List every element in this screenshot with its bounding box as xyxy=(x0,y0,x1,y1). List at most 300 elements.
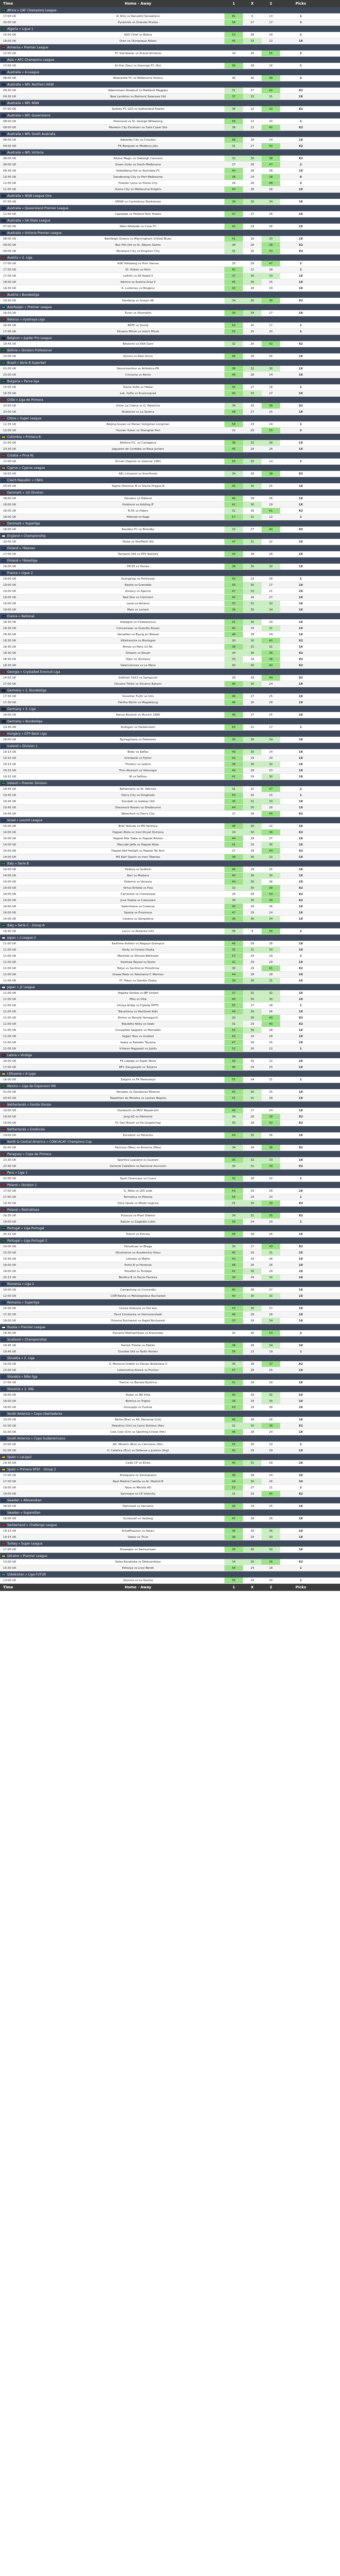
league-name[interactable]: Bolivia » Division Profesional xyxy=(7,348,52,352)
match-teams[interactable]: Nublense vs La Serena xyxy=(122,411,154,414)
match-teams[interactable]: Bistrica vs Triglav xyxy=(125,1400,151,1403)
league-header[interactable] xyxy=(0,1355,340,1361)
league-name[interactable]: Denmark » Superliga xyxy=(7,521,40,526)
match-row[interactable] xyxy=(0,1176,340,1182)
match-row[interactable] xyxy=(0,168,340,174)
match-teams[interactable]: West Adelaide vs Cove FC xyxy=(119,225,157,228)
match-row[interactable] xyxy=(0,248,340,255)
match-teams[interactable]: Stuttgart vs Heidenheim xyxy=(120,726,156,729)
match-row[interactable] xyxy=(0,601,340,607)
match-row[interactable] xyxy=(0,310,340,316)
match-teams[interactable]: Consadole Sapporo vs Montedio xyxy=(115,1029,161,1032)
match-row[interactable] xyxy=(0,1349,340,1355)
match-row[interactable] xyxy=(0,366,340,372)
league-name[interactable]: Australia » Victoria Premier League xyxy=(7,231,62,235)
match-row[interactable] xyxy=(0,261,340,267)
match-teams[interactable]: Turan vs Shamakhi xyxy=(124,312,152,315)
match-teams[interactable]: B.93 vs Hobro xyxy=(128,510,148,513)
match-teams[interactable]: Heidelberg Utd vs Avondale FC xyxy=(116,170,160,173)
match-row[interactable] xyxy=(0,13,340,20)
match-row[interactable] xyxy=(0,1423,340,1429)
match-row[interactable] xyxy=(0,885,340,891)
match-row[interactable] xyxy=(0,928,340,935)
league-name[interactable]: Australia » NSW League One xyxy=(7,194,52,198)
match-teams[interactable]: Cesena vs Sampdoria xyxy=(122,918,154,921)
league-header[interactable] xyxy=(0,81,340,88)
match-teams[interactable]: Penafiel vs Tondela xyxy=(124,1270,152,1273)
match-teams[interactable]: Estoril vs Estrela xyxy=(126,1233,150,1236)
match-teams[interactable]: Sanroque vs CE Intercity xyxy=(120,1493,156,1496)
match-row[interactable] xyxy=(0,118,340,125)
match-teams[interactable]: Hartberg vs Grazer AK xyxy=(122,299,154,302)
match-teams[interactable]: General Caballero vs Nacional Asuncion xyxy=(109,1165,167,1168)
match-row[interactable] xyxy=(0,1287,340,1293)
match-teams[interactable]: AEL Limassol vs Anorthosis xyxy=(119,472,157,476)
match-teams[interactable]: Leixoes vs Mafra xyxy=(126,1258,150,1261)
league-header[interactable] xyxy=(0,1510,340,1516)
match-teams[interactable]: CSM Resita vs Metaloglobus Bucharest xyxy=(110,1295,166,1298)
match-teams[interactable]: Salernitana vs Cosenza xyxy=(121,905,155,908)
league-name[interactable]: Colombia » Primera B xyxy=(7,435,41,439)
league-name[interactable]: Australia » Queensland Premier League xyxy=(7,206,69,210)
match-teams[interactable]: Bahia (Bra) vs Atl. Nacional (Col) xyxy=(115,1418,161,1421)
match-row[interactable] xyxy=(0,1534,340,1540)
league-name[interactable]: Belgium » Jupiler Pro League xyxy=(7,336,52,340)
league-header[interactable] xyxy=(0,817,340,823)
match-row[interactable] xyxy=(0,625,340,632)
match-teams[interactable]: Rakow vs Zaglebie Lubin xyxy=(120,1221,156,1224)
match-row[interactable] xyxy=(0,236,340,242)
league-name[interactable]: England » Championship xyxy=(7,534,46,538)
league-header[interactable] xyxy=(0,1336,340,1343)
match-teams[interactable]: Orleans vs Rouen xyxy=(125,652,151,655)
match-row[interactable] xyxy=(0,1089,340,1095)
match-row[interactable] xyxy=(0,996,340,1003)
match-row[interactable] xyxy=(0,749,340,755)
match-teams[interactable]: Sportivo Luqueno vs Guarani xyxy=(117,1159,159,1162)
match-row[interactable] xyxy=(0,1578,340,1584)
league-name[interactable]: Denmark » 1st Division xyxy=(7,490,44,495)
match-row[interactable] xyxy=(0,1095,340,1101)
league-header[interactable] xyxy=(0,335,340,341)
match-row[interactable] xyxy=(0,799,340,805)
match-teams[interactable]: Virtus Entella vs Pisa xyxy=(123,887,153,890)
league-name[interactable]: Japan » J League 2 xyxy=(7,936,36,940)
league-header[interactable] xyxy=(0,780,340,786)
match-teams[interactable]: Tampere Utd vs KPV Kokkola xyxy=(118,553,158,556)
league-name[interactable]: South America » Copa Libertadores xyxy=(7,1412,62,1416)
league-name[interactable]: Slovenia » 2. SNL xyxy=(7,1387,35,1391)
match-teams[interactable]: Hertha Berlin vs Magdeburg xyxy=(118,701,158,704)
match-teams[interactable]: U. Catolica (Ecu) vs Defensa y Justicia (Arg) xyxy=(107,1449,169,1452)
match-row[interactable] xyxy=(0,75,340,81)
match-row[interactable] xyxy=(0,1256,340,1262)
match-teams[interactable]: Hansa Rostock vs Munich 1860 xyxy=(116,714,160,717)
league-name[interactable]: Germany » 3. Liga xyxy=(7,707,36,711)
match-teams[interactable]: Farul Constanta vs Hermannstadt xyxy=(114,1313,162,1316)
match-row[interactable] xyxy=(0,1485,340,1491)
match-teams[interactable]: Campulung vs Concordia xyxy=(120,1289,156,1292)
match-teams[interactable]: Blaublitz Akita vs Iwaki xyxy=(121,1023,155,1026)
match-row[interactable] xyxy=(0,1213,340,1219)
match-teams[interactable]: Derry City vs Drogheda xyxy=(121,794,155,797)
match-row[interactable] xyxy=(0,279,340,285)
match-row[interactable] xyxy=(0,823,340,829)
league-name[interactable]: Lithuania » A Lyga xyxy=(7,1072,36,1076)
match-row[interactable] xyxy=(0,1398,340,1404)
match-row[interactable] xyxy=(0,595,340,601)
match-row[interactable] xyxy=(0,916,340,922)
league-name[interactable]: Romania » Liga 2 xyxy=(7,1282,34,1286)
match-row[interactable] xyxy=(0,1132,340,1139)
match-row[interactable] xyxy=(0,972,340,978)
match-teams[interactable]: Dinamo Bucharest vs Rapid Bucharest xyxy=(110,1319,166,1323)
match-teams[interactable]: Polissya vs Livyi Bereh xyxy=(122,1567,154,1570)
league-header[interactable] xyxy=(0,1083,340,1089)
match-teams[interactable]: Al Ittai (Sau) vs Dasongo FC (Eo) xyxy=(115,64,161,67)
match-row[interactable] xyxy=(0,1460,340,1466)
match-row[interactable] xyxy=(0,137,340,143)
match-teams[interactable]: Aubagne vs Chateauroux xyxy=(120,621,156,624)
match-row[interactable] xyxy=(0,440,340,446)
match-row[interactable] xyxy=(0,700,340,706)
match-teams[interactable]: Moreton City Excelsior vs Gold Coast Utd xyxy=(109,126,167,129)
league-header[interactable] xyxy=(0,1466,340,1472)
league-header[interactable] xyxy=(0,304,340,310)
league-name[interactable]: Australia » NPL South Australia xyxy=(7,132,56,136)
match-teams[interactable]: Famalicao vs Braga xyxy=(124,1245,152,1248)
match-row[interactable] xyxy=(0,965,340,972)
match-teams[interactable]: Greuther Furth vs Ulm xyxy=(122,695,154,698)
match-teams[interactable]: Bohemians vs St. Patricks xyxy=(120,788,156,791)
match-teams[interactable]: Palestino (Chi) vs Cerro Porteno (Par) xyxy=(111,1425,165,1428)
match-row[interactable] xyxy=(0,755,340,761)
league-header[interactable] xyxy=(0,706,340,712)
league-name[interactable]: Asia » AFC Champions League xyxy=(7,58,55,62)
match-teams[interactable]: Zalgiris vs FK Panevezys xyxy=(120,1078,156,1081)
league-header[interactable] xyxy=(0,112,340,118)
match-teams[interactable]: Adamstown Rosebud vs Maitland Magpies xyxy=(108,89,168,92)
match-teams[interactable]: Excelsior vs Heracles xyxy=(123,1134,153,1137)
league-header[interactable] xyxy=(0,1052,340,1058)
league-name[interactable]: Ireland » Premier Division xyxy=(7,781,47,785)
league-header[interactable] xyxy=(0,7,340,13)
match-teams[interactable]: Iwata vs Kataller Toyama xyxy=(120,1041,156,1044)
league-name[interactable]: Croatia » Prva HL xyxy=(7,453,35,457)
league-header[interactable] xyxy=(0,465,340,471)
match-teams[interactable]: Preston Lions vs Hume City xyxy=(118,182,158,185)
league-name[interactable]: Sweden » Superettan xyxy=(7,1511,41,1515)
league-header[interactable] xyxy=(0,935,340,941)
match-teams[interactable]: Jaguares de Cordoba vs Boca Juniors xyxy=(112,448,164,451)
match-teams[interactable]: Partick Thistle vs Falkirk xyxy=(121,1344,155,1347)
match-row[interactable] xyxy=(0,1275,340,1281)
match-row[interactable] xyxy=(0,774,340,780)
match-row[interactable] xyxy=(0,50,340,57)
match-teams[interactable]: Cadiz CF vs Elche xyxy=(125,1462,151,1465)
match-row[interactable] xyxy=(0,1448,340,1454)
match-teams[interactable]: Hapoel Afula vs Ironi Kiryat Shmona xyxy=(112,831,164,834)
match-teams[interactable]: Admira vs Austria Graz II xyxy=(120,281,156,284)
match-row[interactable] xyxy=(0,712,340,718)
match-teams[interactable]: Sagan Tosu vs Imabari xyxy=(122,1035,154,1038)
match-teams[interactable]: Altona Magic vs Oakleigh Cannons xyxy=(113,157,163,160)
match-row[interactable] xyxy=(0,644,340,650)
match-teams[interactable]: Red Star vs Clermont xyxy=(123,596,153,599)
match-teams[interactable]: Waterford vs Derry City xyxy=(121,812,155,816)
match-teams[interactable]: Rudar vs NK Krka xyxy=(125,1394,151,1397)
match-teams[interactable]: Carrarese vs Cremonese xyxy=(120,893,156,896)
league-header[interactable] xyxy=(0,520,340,527)
match-teams[interactable]: Lecco vs Atalanta U23 xyxy=(122,930,154,933)
match-row[interactable] xyxy=(0,1503,340,1510)
league-name[interactable]: France » National xyxy=(7,614,35,618)
match-teams[interactable]: Palermo vs Venezia xyxy=(124,880,152,884)
match-row[interactable] xyxy=(0,156,340,162)
league-name[interactable]: France » Ligue 2 xyxy=(7,571,33,575)
match-teams[interactable]: Puszcza vs Piast Gliwice xyxy=(121,1214,155,1217)
match-row[interactable] xyxy=(0,897,340,904)
match-row[interactable] xyxy=(0,867,340,873)
match-teams[interactable]: Antequera vs Sanluqueno xyxy=(120,1474,156,1477)
league-header[interactable] xyxy=(0,452,340,459)
league-header[interactable] xyxy=(0,1386,340,1392)
match-row[interactable] xyxy=(0,428,340,434)
match-teams[interactable]: Zamina vs Lo Qiosha xyxy=(123,1579,153,1582)
league-name[interactable]: Germany » 2. Bundesliga xyxy=(7,688,46,692)
match-row[interactable] xyxy=(0,1015,340,1021)
match-teams[interactable]: Bisky vs Keflav xyxy=(127,751,149,754)
league-name[interactable]: Finland » Ykkosliiga xyxy=(7,558,38,563)
match-row[interactable] xyxy=(0,1565,340,1571)
match-teams[interactable]: Hume City vs Melbourne Knights xyxy=(115,188,161,191)
match-teams[interactable]: Dandenong City vs Port Melbourne xyxy=(113,176,163,179)
match-teams[interactable]: Novorizontino vs Athletico-PR xyxy=(117,367,159,370)
match-teams[interactable]: Sundsvall vs Varberg xyxy=(123,1517,153,1520)
match-row[interactable] xyxy=(0,959,340,965)
league-header[interactable] xyxy=(0,1101,340,1108)
match-row[interactable] xyxy=(0,1003,340,1009)
match-row[interactable] xyxy=(0,607,340,613)
match-teams[interactable]: Schaffhausen vs Aarau xyxy=(121,1530,155,1533)
match-row[interactable] xyxy=(0,1429,340,1435)
match-row[interactable] xyxy=(0,693,340,700)
league-name[interactable]: Africa » CAF Champions League xyxy=(7,8,57,12)
match-row[interactable] xyxy=(0,990,340,996)
match-teams[interactable]: Kolkheti 1913 vs Samgurali xyxy=(118,676,158,680)
league-header[interactable] xyxy=(0,205,340,211)
league-name[interactable]: Belarus » Vysshaya Liga xyxy=(7,317,45,321)
league-header[interactable] xyxy=(0,557,340,564)
match-teams[interactable]: UNSW vs Canterbury Bankstown xyxy=(115,200,161,204)
league-name[interactable]: Azerbaijan » Premier League xyxy=(7,305,52,309)
league-name[interactable]: Portugal » Liga Portugal 2 xyxy=(7,1239,47,1243)
match-row[interactable] xyxy=(0,1262,340,1268)
match-row[interactable] xyxy=(0,1559,340,1565)
league-name[interactable]: Chile » Liga de Primera xyxy=(7,398,43,402)
match-row[interactable] xyxy=(0,638,340,644)
match-teams[interactable]: Urawa Reds vs Yokohama F. Marinos xyxy=(112,973,164,976)
match-row[interactable] xyxy=(0,384,340,391)
match-teams[interactable]: Lok. Sofia vs Krumovgrad xyxy=(120,392,156,395)
match-row[interactable] xyxy=(0,873,340,879)
league-header[interactable] xyxy=(0,149,340,156)
league-name[interactable]: Australia » A-League xyxy=(7,70,40,74)
match-row[interactable] xyxy=(0,211,340,217)
match-row[interactable] xyxy=(0,786,340,792)
match-teams[interactable]: Z. Moravce-Vrable vs Slovan Bratislava II xyxy=(109,1363,167,1366)
match-row[interactable] xyxy=(0,576,340,582)
match-teams[interactable]: Benfica B vs Pacos Ferreira xyxy=(119,1276,157,1279)
league-header[interactable] xyxy=(0,1207,340,1213)
match-row[interactable] xyxy=(0,63,340,69)
match-teams[interactable]: Randers FC vs Brondby xyxy=(121,528,155,531)
match-teams[interactable]: Yunnan Yukun vs Shanghai Port xyxy=(116,429,160,432)
match-teams[interactable]: Guingamp vs Pontivyee xyxy=(121,578,155,581)
match-teams[interactable]: Nimes vs Paris 13 Atl. xyxy=(122,646,154,649)
match-teams[interactable]: Union La Calera vs D. Palestino xyxy=(116,404,160,408)
match-teams[interactable]: FC Den Bosch vs De Graafschap xyxy=(115,1122,161,1125)
league-name[interactable]: Brazil » Serie B Superbet xyxy=(7,361,46,365)
league-name[interactable]: Poland » Division 1 xyxy=(7,1183,37,1187)
league-name[interactable]: Netherlands » Eredivisie xyxy=(7,1127,45,1131)
league-name[interactable]: Uzbekistan » Liga FUTUR xyxy=(7,1572,46,1577)
match-teams[interactable]: Capalaba vs Holland Park Hawks xyxy=(115,213,161,216)
league-header[interactable] xyxy=(0,669,340,675)
league-name[interactable]: North & Central America » CONCACAF Champions Cup xyxy=(7,1140,92,1144)
match-row[interactable] xyxy=(0,1009,340,1015)
league-header[interactable] xyxy=(0,1522,340,1528)
match-teams[interactable]: BATE vs Slutsk xyxy=(127,324,149,327)
match-row[interactable] xyxy=(0,1021,340,1027)
league-name[interactable]: Slovakia » Nike liga xyxy=(7,1375,38,1379)
league-header[interactable] xyxy=(0,1374,340,1380)
league-name[interactable]: Japan » J2 League xyxy=(7,985,35,989)
match-teams[interactable]: Atletico F.C. vs Cartagena xyxy=(120,442,156,445)
match-row[interactable] xyxy=(0,1114,340,1120)
match-row[interactable] xyxy=(0,1547,340,1553)
league-name[interactable]: Italy » Serie C - Group A xyxy=(7,923,45,927)
match-row[interactable] xyxy=(0,1479,340,1485)
match-row[interactable] xyxy=(0,483,340,489)
match-teams[interactable]: Dinamo Tbilisi vs Dinamo Batumi xyxy=(114,683,162,686)
match-teams[interactable]: St. Polten vs Horn xyxy=(125,268,151,272)
league-header[interactable] xyxy=(0,731,340,737)
match-teams[interactable]: Machida vs Shonan Bellmare xyxy=(117,955,159,958)
match-teams[interactable]: MS Kafr Qasim vs Ironi Tiberias xyxy=(116,856,160,859)
match-row[interactable] xyxy=(0,1380,340,1386)
league-header[interactable] xyxy=(0,1238,340,1244)
match-teams[interactable]: Venados vs Zacatecas Mineros xyxy=(116,1091,160,1094)
match-teams[interactable]: Metz vs Lorient xyxy=(127,608,149,612)
match-teams[interactable]: Thor Akureyri vs Volsungur xyxy=(119,769,157,772)
match-teams[interactable]: Bari vs Modena xyxy=(127,874,149,877)
match-row[interactable] xyxy=(0,143,340,149)
match-row[interactable] xyxy=(0,1367,340,1374)
match-teams[interactable]: Bentleigh Greens vs Manningham United Blues xyxy=(104,238,172,241)
match-row[interactable] xyxy=(0,1027,340,1033)
league-header[interactable] xyxy=(0,1151,340,1157)
match-row[interactable] xyxy=(0,32,340,38)
match-teams[interactable]: Aurora vs Real Oruro xyxy=(123,355,153,358)
match-row[interactable] xyxy=(0,724,340,731)
league-header[interactable] xyxy=(0,1139,340,1145)
match-teams[interactable]: IR vs Selfoss xyxy=(129,775,147,778)
league-name[interactable]: Australia » NPL Northern NSW xyxy=(7,82,54,87)
league-header[interactable] xyxy=(0,378,340,384)
match-teams[interactable]: Lokomotiva Kosice vs Puchov xyxy=(117,1369,159,1372)
match-row[interactable] xyxy=(0,1268,340,1275)
match-teams[interactable]: Omiya Ardija vs Fujieda MYFC xyxy=(117,1004,159,1007)
match-row[interactable] xyxy=(0,1343,340,1349)
league-name[interactable]: Italy » Serie B xyxy=(7,861,29,866)
league-header[interactable] xyxy=(0,1126,340,1132)
league-header[interactable] xyxy=(0,570,340,576)
match-teams[interactable]: Green Gully vs South Melbourne xyxy=(115,163,161,166)
match-row[interactable] xyxy=(0,663,340,669)
match-row[interactable] xyxy=(0,471,340,477)
match-teams[interactable]: Shamrock Rovers vs Shelbourne xyxy=(115,806,161,809)
league-name[interactable]: Australia » NPL NSW xyxy=(7,101,39,105)
match-row[interactable] xyxy=(0,20,340,26)
match-row[interactable] xyxy=(0,496,340,502)
match-row[interactable] xyxy=(0,267,340,273)
match-teams[interactable]: Jong AZ vs Helmond xyxy=(123,1115,153,1118)
match-row[interactable] xyxy=(0,904,340,910)
league-header[interactable] xyxy=(0,131,340,137)
match-teams[interactable]: Grosuplje vs Fuzinar xyxy=(123,1406,153,1409)
league-header[interactable] xyxy=(0,489,340,496)
match-teams[interactable]: Porto B vs Feirense xyxy=(124,1264,152,1267)
league-header[interactable] xyxy=(0,1281,340,1287)
league-name[interactable]: China » Super League xyxy=(7,416,42,420)
league-header[interactable] xyxy=(0,1497,340,1503)
match-row[interactable] xyxy=(0,1392,340,1398)
match-row[interactable] xyxy=(0,829,340,836)
league-name[interactable]: Cyprus » Cyprus League xyxy=(7,466,45,470)
match-teams[interactable]: Al Ahly vs Ranvelld Sensations xyxy=(116,15,160,18)
league-header[interactable] xyxy=(0,687,340,693)
league-header[interactable] xyxy=(0,316,340,323)
match-row[interactable] xyxy=(0,947,340,953)
match-teams[interactable]: Dundee Utd vs Raith Rovers xyxy=(118,1350,158,1353)
match-teams[interactable]: Stoke vs Sheffield Utd xyxy=(122,540,154,544)
match-row[interactable] xyxy=(0,737,340,743)
match-row[interactable] xyxy=(0,187,340,193)
league-header[interactable] xyxy=(0,743,340,749)
league-name[interactable]: Russia » Premier League xyxy=(7,1325,45,1329)
league-header[interactable] xyxy=(0,1324,340,1330)
league-name[interactable]: Germany » Bundesliga xyxy=(7,719,43,723)
match-teams[interactable]: Trencin vs Banska Bystrica xyxy=(119,1381,157,1384)
match-row[interactable] xyxy=(0,329,340,335)
match-row[interactable] xyxy=(0,391,340,397)
league-name[interactable]: Scotland » Championship xyxy=(7,1337,47,1342)
match-row[interactable] xyxy=(0,588,340,595)
league-name[interactable]: Australia » NPL Victoria xyxy=(7,150,44,155)
match-row[interactable] xyxy=(0,582,340,588)
league-header[interactable] xyxy=(0,26,340,32)
match-row[interactable] xyxy=(0,353,340,360)
match-teams[interactable]: Slavia Sofia vs Hebar xyxy=(123,386,153,389)
match-row[interactable] xyxy=(0,1120,340,1126)
match-row[interactable] xyxy=(0,681,340,687)
league-name[interactable]: Latvia » Virsliga xyxy=(7,1053,32,1057)
match-row[interactable] xyxy=(0,1033,340,1040)
league-header[interactable] xyxy=(0,57,340,63)
league-name[interactable]: Georgia » Crystalbet Erovnuli Liga xyxy=(7,670,60,674)
match-teams[interactable]: Peninsula vs St. George Willawong xyxy=(114,120,163,123)
